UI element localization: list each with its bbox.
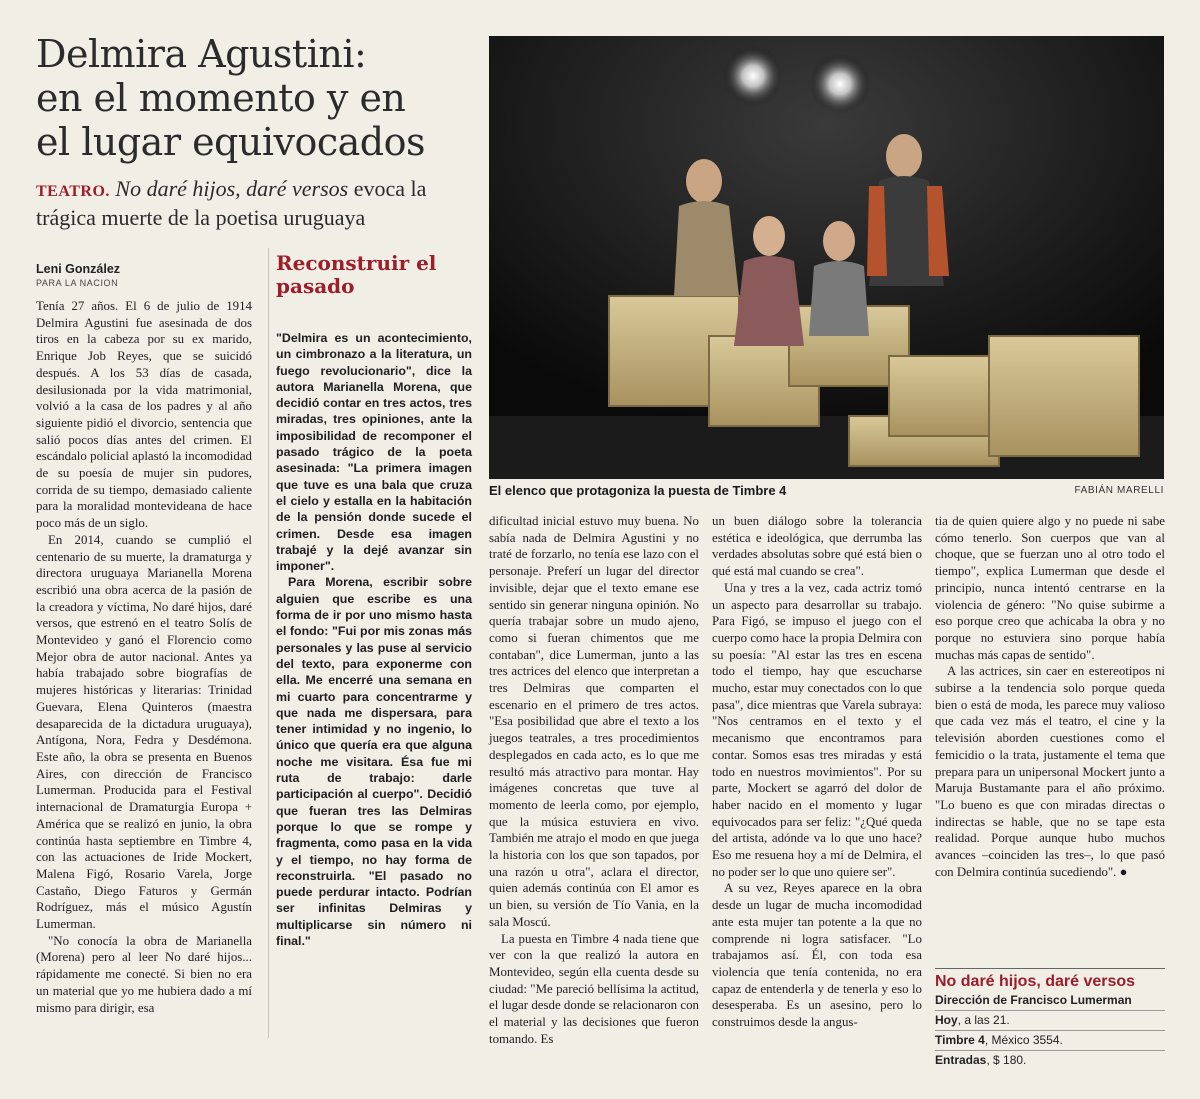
column-rule (268, 248, 269, 1038)
paragraph: A las actrices, sin caer en estereotipos ni subirse a la tendencia solo porque queda bien o está de moda, les parece muy valioso que cada vez más el teatro, el cine y la televisión aborden cuestiones como el femicidio o la trata, justamente el tema que prepara para un unipersonal Mockert junto a Maruja Bustamante para el año próximo. "Lo bueno es que con miradas directas o indirectas se hable, que no se tape esta realidad. Porque aunque hubo muchos avances –coinciden las tres–, lo que pasó con Delmira continúa sucediendo". ● (935, 664, 1165, 879)
photo-credit: FABIÁN MARELLI (1074, 485, 1164, 496)
paragraph: dificultad inicial estuvo muy buena. No sabía nada de Delmira Agustini y no traté de forzarlo, no tenía ese lazo con el personaje. Preferí un lugar del director invisible, dejar que el texto emane ese sentido sin generar ninguna opinión. No quería trabajar sobre un mudo ajeno, como si fueran chimentos que me contaban", dice Lumerman, junto a las tres actrices del elenco que interpretan a tres Delmiras que comparten el escenario en el primero de tres actos. "Esa posibilidad que abre el texto a los juegos teatrales, a tres procedimientos desplegados en cada acto, es lo que me resultó más atractivo para montar. Hay imágenes concretas que tuve al momento de leerla como, por ejemplo, que la música estuviera en vivo. También me atrajo el modo en que juega la historia con los que son tapados, por una razón u otra", aclara el director, quien además continúa con El amor es un bien, su versión de Tío Vania, en la sala Moscú. (489, 514, 699, 929)
headline-line-3: el lugar equivocados (36, 120, 425, 164)
byline (36, 262, 256, 288)
paragraph: Una y tres a la vez, cada actriz tomó un aspecto para desarrollar su trabajo. Para Figó, se impuso el juego con el cuerpo como hace la propia Delmira con su poesía: "Al estar las tres en escena todo el tiempo, hay que escucharse mucho, estar muy conectados con lo que pasa", dice mientras que Varela subraya: "Nos centramos en el texto y el mecanismo que encontramos para contar. Somos esas tres miradas y está todo en nuestros movimientos". Por su parte, Mockert se agarró del dolor de haber nacido en el momento y lugar equivocados para ser feliz: "¿Qué queda del artista, adónde va lo que uno hace? Eso me resuena hoy a mí de Delmira, el no poder ser lo que uno quiere ser". (712, 580, 922, 879)
info-venue-label: Timbre 4 (935, 1033, 985, 1047)
info-price-label: Entradas (935, 1053, 987, 1067)
deck (36, 176, 481, 231)
photo-caption: El elenco que protagoniza la puesta de Timbre 4 (489, 483, 787, 498)
info-price-value: , $ 180. (986, 1053, 1027, 1067)
deck-text: evoca la trágica muerte de la poetisa uruguaya (36, 176, 427, 230)
paragraph: tia de quien quiere algo y no puede ni sabe cómo tenerlo. Son cuerpos que van al choque, que se fuerzan uno al otro todo el tiempo", explica Lumerman que desde el principio, nunca intentó centrarse en la violencia de género: "No quise subirme a eso porque creo que achicaba la obra y no porque no estuviera sino porque había muchas más capas de sentido". (935, 514, 1165, 662)
cast-photo-illustration (489, 36, 1164, 479)
paragraph: Para Morena, escribir sobre alguien que escribe es una forma de ir por uno mismo hasta el fondo: "Fui por mis zonas más personales y las puse al servicio del texto, para exponerme con ella. Me encerré una semana en mi cuarto para concentrarme y que nada me dispersara, para tener intimidad y no ingenio, lo único que quería era que alguna noche me visitara. Ésa fue mi ruta de trabajo: darle participación al cuerpo". Decidió que fueran tres las Delmiras porque lo que se rompe y fragmenta, como pasa en la vida y el tiempo, no hay forma de reconstruirla. "El pasado no puede perdurar intacto. Podrían ser infinitas Delmiras y multiplicarse sin número ni final." (276, 575, 472, 948)
paragraph: "No conocía la obra de Marianella (Morena) pero al leer No daré hijos... rápidamente me conecté. Si bien no era un material que yo me hubiera dado a mí mismo para dirigir, esa (36, 933, 252, 1015)
headline-line-2: en el momento y en (36, 76, 406, 120)
author-name: Leni González (36, 262, 121, 276)
info-when (935, 1011, 1165, 1031)
column-4 (712, 513, 922, 1031)
info-when-label: Hoy (935, 1013, 958, 1027)
info-when-value: , a las 21. (957, 1013, 1010, 1027)
info-box (935, 968, 1165, 1070)
headline-line-1: Delmira Agustini: (36, 32, 367, 76)
column-5 (935, 513, 1165, 880)
info-title: No daré hijos, daré versos (935, 973, 1136, 990)
subhead: Reconstruir el pasado (276, 251, 437, 298)
column-2 (276, 330, 472, 949)
paragraph: Tenía 27 años. El 6 de julio de 1914 Delmira Agustini fue asesinada de dos tiros en la cabeza por su ex marido, Enrique Job Reyes, que se suicidó después. A los 53 días de casada, desilusionada por la vida matrimonial, volvió a la casa de los padres y al año siguiente pidió el divorcio, sentencia que salió pocos días antes del crimen. El escándalo policial aplastó la incomodidad de su poesía de mujer sin pudores, corrida de su tiempo, demasiado caliente para la moralidad montevideana de hace poco más de un siglo. (36, 299, 252, 531)
info-venue-value: , México 3554. (984, 1033, 1063, 1047)
headline (36, 32, 481, 164)
paragraph: A su vez, Reyes aparece en la obra desde un lugar de mucha incomodidad ante esta mujer tan potente a la que no comprende ni logra satisfacer. "Lo trabajamos así. Él, con toda esa violencia que tenía contenida, no era capaz de entenderla y de tenerla y eso lo desesperaba. Es un asesino, pero lo construimos desde la angus- (712, 881, 922, 1030)
author-org: PARA LA NACION (36, 278, 119, 288)
info-price (935, 1051, 1165, 1070)
deck-play-title: No daré hijos, daré versos (115, 176, 349, 201)
paragraph: La puesta en Timbre 4 nada tiene que ver con la que realizó la autora en Montevideo, según ella cuenta desde su ciudad: "Me pareció bellísima la actitud, el lugar desde donde se relacionaron con el material y las decisiones que fueron tomando. Es (489, 931, 699, 1046)
paragraph: un buen diálogo sobre la tolerancia estética e ideológica, que derrumba las verdades absolutas sobre qué está bien o qué está mal cuando se crea". (712, 514, 922, 579)
section-tag: TEATRO. (36, 183, 110, 200)
paragraph: "Delmira es un acontecimiento, un cimbronazo a la literatura, un fuego revolucionario", dice la autora Marianella Morena, que decidió contar en tres actos, tres miradas, tres opiniones, ante la imposibilidad de recomponer el pasado trágico de la poeta asesinada: "La primera imagen que tuve es una bala que cruza el cielo y estalla en la habitación de la pensión donde sucede el crimen. Desde esa imagen trabajé y la dejé avanzar sin imponer". (276, 331, 472, 574)
info-venue (935, 1031, 1165, 1051)
info-director-text: Dirección de Francisco Lumerman (935, 993, 1132, 1007)
info-director (935, 991, 1165, 1011)
paragraph: En 2014, cuando se cumplió el centenario de su muerte, la dramaturga y directora uruguaya Marianella Morena escribió una obra acerca de la pasión de la creadora y víctima, No daré hijos, daré versos, que estrenó en el teatro Solís de Montevideo y ganó el Florencio como Mejor obra de autor nacional. Antes ya había trabajado sobre biografías de mujeres históricas y literarias: Trinidad Guevara, Elena Quinteros (maestra desaparecida de la dictadura uruguaya), Antígona, Nora, Fedra y Desdémona. Este año, la obra se presenta en Buenos Aires, con dirección de Francisco Lumerman. Producida para el Festival internacional de Dramaturgia Europa + América que se realizó en junio, la obra continúa hasta septiembre en Timbre 4, con las actuaciones de Iride Mockert, Malena Figó, Rosario Varela, Jorge Castaño, Diego Faturos y Germán Rodríguez, más el músico Agustín Lumerman. (36, 532, 252, 932)
column-1 (36, 298, 252, 1016)
cast-photo (489, 36, 1164, 479)
column-3 (489, 513, 699, 1048)
